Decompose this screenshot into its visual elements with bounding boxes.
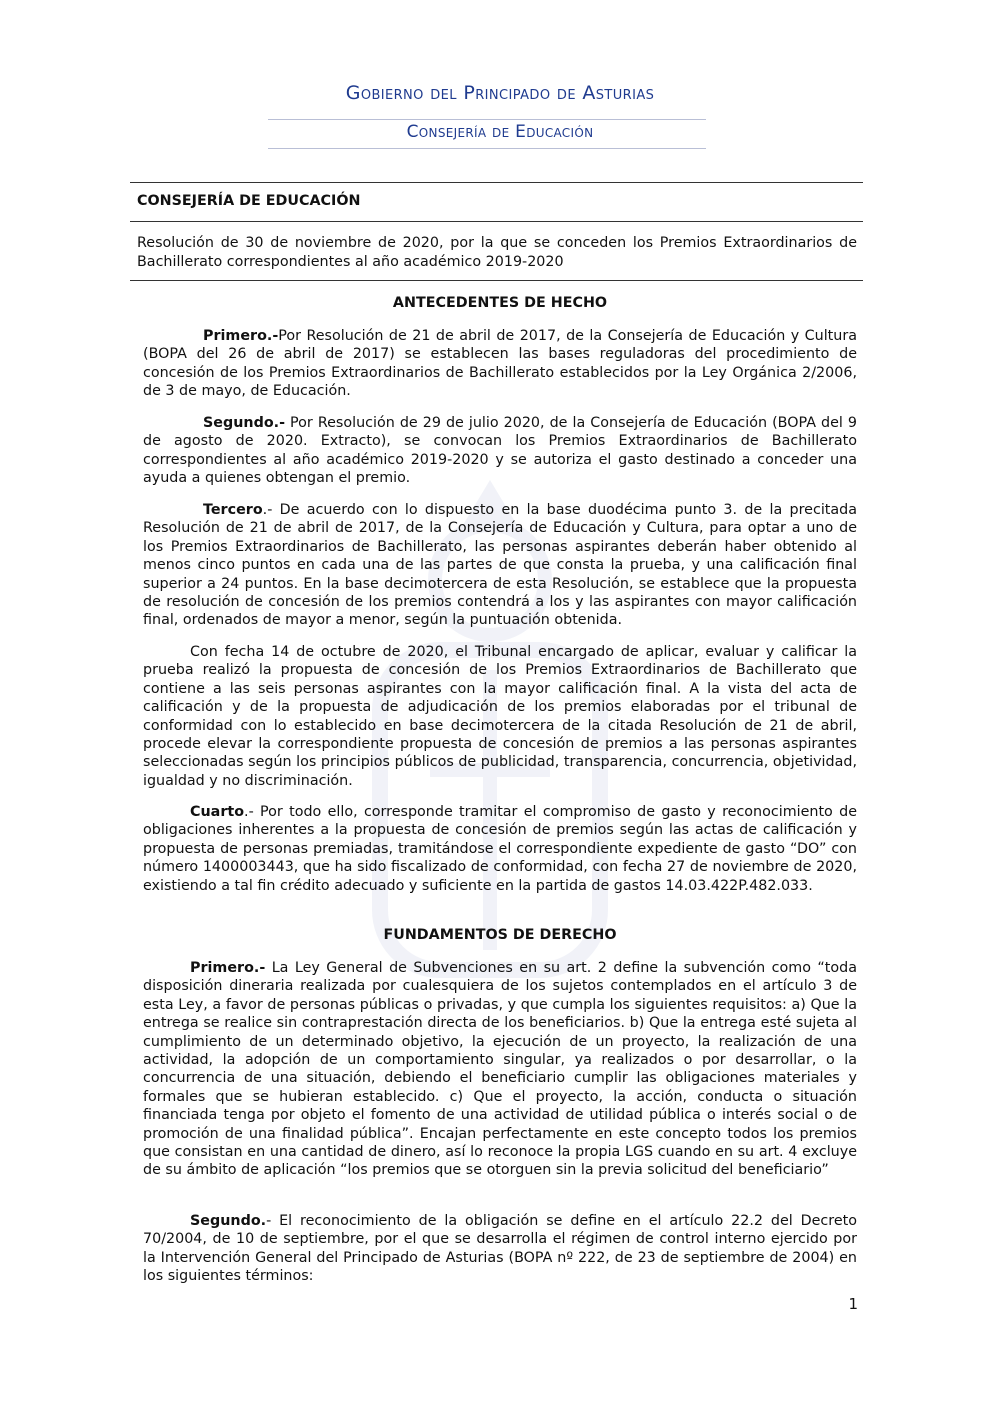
antecedentes-heading: ANTECEDENTES DE HECHO [392,295,608,311]
section-rule-3 [130,280,863,281]
paragraph-text: .- De acuerdo con lo dispuesto en la base duodécima punto 3. de la precitada Resolución de 21 de abril de 2017, de la Consejería de Educación y Cultura, para optar a uno de los Premios Extraordinarios de Bachillerato, las personas aspirantes deberán haber obtenido al menos cinco puntos en cada una de las partes de que consta la prueba, y una calificación final superior a 24 puntos. En la base decimotercera de esta Resolución, se establece que la propuesta de resolución de concesión de los premios contendrá a los y las aspirantes con mayor calificación final, ordenados de mayor a menor, según la puntuación obtenida. [143,502,857,629]
paragraph-label: Tercero [203,502,263,518]
department-title: Consejería de Educación [406,122,594,142]
paragraph-text: Por Resolución de 21 de abril de 2017, de la Consejería de Educación y Cultura (BOPA del 26 de abril de 2017) se establecen las bases reguladoras del procedimiento de concesión de los Premios Extraordinarios de Bachillerato establecidos por la Ley Orgánica 2/2006, de 3 de mayo, de Educación. [143,328,857,400]
paragraph-text: .- Por todo ello, corresponde tramitar el compromiso de gasto y reconocimiento de obligaciones inherentes a la propuesta de concesión de premios según las actas de calificación y propuesta de personas premiadas, tramitándose el correspondiente expediente de gasto “DO” con número 1400003443, que ha sido fiscalizado de conformidad, con fecha 27 de noviembre de 2020, existiendo a tal fin crédito adecuado y suficiente en la partida de gastos 14.03.422P.482.033. [143,804,857,894]
resolution-title: Resolución de 30 de noviembre de 2020, por la que se conceden los Premios Extraordinarios de Bachillerato correspondientes al año académico 2019-2020 [137,235,857,270]
fundamentos-heading: FUNDAMENTOS DE DERECHO [383,927,617,943]
paragraph-label: Primero.- [203,328,279,344]
antecedente-primero [143,327,857,401]
paragraph-text: - El reconocimiento de la obligación se define en el artículo 22.2 del Decreto 70/2004, de 10 de septiembre, por el que se desarrolla el régimen de control interno ejercido por la Intervención General del Principado de Asturias (BOPA nº 222, de 23 de septiembre de 2004) en los siguientes términos: [143,1213,857,1285]
paragraph-text: Por Resolución de 29 de julio 2020, de la Consejería de Educación (BOPA del 9 de agosto de 2020. Extracto), se convocan los Premios Extraordinarios de Bachillerato correspondientes al año académico 2019-2020 y se autoriza el gasto destinado a conceder una ayuda a quienes obtengan el premio. [143,415,857,487]
paragraph-text: Con fecha 14 de octubre de 2020, el Tribunal encargado de aplicar, evaluar y calificar la prueba realizó la propuesta de concesión de los Premios Extraordinarios de Bachillerato que contiene a las seis personas aspirantes con la mayor calificación final. A la vista del acta de calificación y de la propuesta de adjudicación de los premios elaboradas por el tribunal de conformidad con lo establecido en base decimotercera de la citada Resolución de 21 de abril, procede elevar la correspondiente propuesta de concesión de premios a las personas aspirantes seleccionadas según los principios públicos de publicidad, transparencia, concurrencia, objetividad, igualdad y no discriminación. [143,644,857,789]
fundamento-primero [143,959,857,1180]
government-title: Gobierno del Principado de Asturias [345,82,655,104]
section-rule-2 [130,221,863,222]
section-rule-1 [130,182,863,183]
page-number: 1 [848,1295,858,1313]
fundamento-segundo [143,1212,857,1286]
antecedente-tercero [143,501,857,630]
header-divider-bottom [268,148,706,149]
paragraph-label: Cuarto [190,804,245,820]
paragraph-text: La Ley General de Subvenciones en su art. 2 define la subvención como “toda disposición dineraria realizada por cualesquiera de los sujetos contemplados en el artículo 3 de esta Ley, a favor de personas públicas o privadas, y que cumpla los siguientes requisitos: a) Que la entrega se realice sin contraprestación directa de los beneficiarios. b) Que la entrega esté sujeta al cumplimiento de un determinado objetivo, la ejecución de un proyecto, la realización de una actividad, la adopción de un comportamiento singular, ya realizados o por desarrollar, o la concurrencia de una situación, debiendo el beneficiario cumplir las obligaciones materiales y formales que se hubieran establecido. c) Que el proyecto, la acción, conducta o situación financiada tenga por objeto el fomento de una actividad de utilidad pública o interés social o de promoción de una finalidad pública”. Encajan perfectamente en este concepto todos los premios que consistan en una cantidad de dinero, así lo reconoce la propia LGS cuando en su art. 4 excluye de su ámbito de aplicación “los premios que se otorguen sin la previa solicitud del beneficiario” [143,960,857,1179]
antecedente-cuarto [143,803,857,895]
antecedente-segundo [143,414,857,488]
paragraph-label: Segundo.- [203,415,286,431]
paragraph-label: Primero.- [190,960,266,976]
header-divider-top [268,119,706,120]
paragraph-label: Segundo. [190,1213,267,1229]
antecedente-tribunal [143,643,857,790]
section-heading: CONSEJERÍA DE EDUCACIÓN [137,193,361,209]
